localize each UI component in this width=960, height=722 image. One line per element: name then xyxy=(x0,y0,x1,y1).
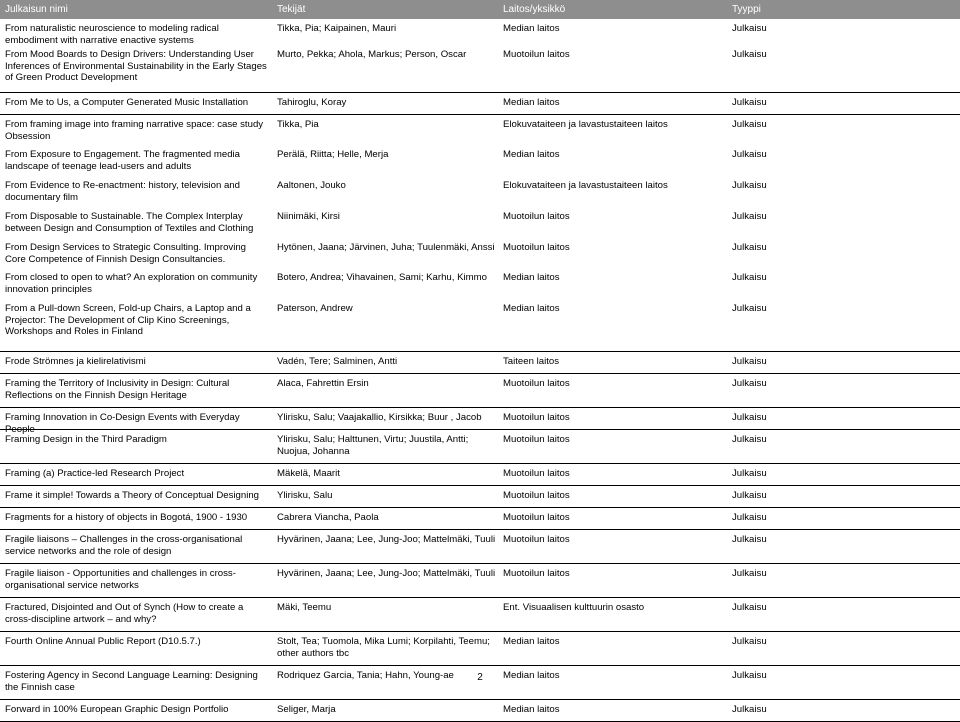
table-row xyxy=(0,702,960,718)
row-group xyxy=(0,598,960,632)
cell-type: Julkaisu xyxy=(732,704,767,715)
cell-authors: Rodriquez Garcia, Tania; Hahn, Young-ae xyxy=(277,670,454,681)
table-row xyxy=(0,600,960,628)
table-row xyxy=(0,209,960,240)
cell-authors: Hytönen, Jaana; Järvinen, Juha; Tuulenmäki, Anssi xyxy=(277,242,495,253)
cell-type: Julkaisu xyxy=(732,119,767,130)
table-row xyxy=(0,117,960,147)
cell-type: Julkaisu xyxy=(732,490,767,501)
cell-type: Julkaisu xyxy=(732,670,767,681)
cell-authors: Vadén, Tere; Salminen, Antti xyxy=(277,356,398,367)
cell-authors: Ylirisku, Salu; Vaajakallio, Kirsikka; Buur , Jacob xyxy=(277,412,482,423)
cell-type: Julkaisu xyxy=(732,378,767,389)
cell-authors: Hyvärinen, Jaana; Lee, Jung-Joo; Mattelmäki, Tuuli xyxy=(277,534,496,545)
table-row xyxy=(0,466,960,482)
table-row xyxy=(0,301,960,348)
cell-authors: Tikka, Pia xyxy=(277,119,319,130)
cell-unit: Elokuvataiteen ja lavastustaiteen laitos xyxy=(503,180,668,191)
table-row xyxy=(0,510,960,526)
cell-unit: Median laitos xyxy=(503,303,560,314)
row-group xyxy=(0,408,960,435)
cell-type: Julkaisu xyxy=(732,512,767,523)
header-type: Tyyppi xyxy=(732,4,761,15)
cell-unit: Muotoilun laitos xyxy=(503,378,570,389)
cell-title: Forward in 100% European Graphic Design Portfolio xyxy=(5,704,229,715)
cell-title: Fragile liaison - Opportunities and challenges in cross-organisational service networks xyxy=(5,568,236,591)
cell-authors: Niinimäki, Kirsi xyxy=(277,211,340,222)
cell-title: From Design Services to Strategic Consulting. Improving Core Competence of Finnish Design Consultancies. xyxy=(5,242,247,265)
table-row xyxy=(0,410,960,435)
cell-unit: Ent. Visuaalisen kulttuurin osasto xyxy=(503,602,645,613)
cell-authors: Botero, Andrea; Vihavainen, Sami; Karhu, Kimmo xyxy=(277,272,487,283)
cell-title: Fragments for a history of objects in Bogotá, 1900 - 1930 xyxy=(5,512,248,523)
cell-unit: Median laitos xyxy=(503,149,560,160)
cell-type: Julkaisu xyxy=(732,97,767,108)
cell-authors: Aaltonen, Jouko xyxy=(277,180,346,191)
cell-unit: Median laitos xyxy=(503,704,560,715)
cell-type: Julkaisu xyxy=(732,272,767,283)
table-row xyxy=(0,376,960,404)
cell-title: Frame it simple! Towards a Theory of Conceptual Designing xyxy=(5,490,259,501)
cell-title: From Mood Boards to Design Drivers: Understanding User Inferences of Environmental Sustainability in the Early Stages of Green Product Development xyxy=(5,49,267,83)
cell-title: From a Pull-down Screen, Fold-up Chairs, a Laptop and a Projector: The Development of Clip Kino Screenings, Workshops and Roles in Finland xyxy=(5,303,251,337)
row-group xyxy=(0,530,960,564)
header-authors: Tekijät xyxy=(277,4,306,15)
cell-authors: Tahiroglu, Koray xyxy=(277,97,347,108)
header-unit: Laitos/yksikkö xyxy=(503,4,566,15)
table-row xyxy=(0,95,960,111)
cell-title: Fostering Agency in Second Language Learning: Designing the Finnish case xyxy=(5,670,258,693)
cell-unit: Muotoilun laitos xyxy=(503,211,570,222)
table-row xyxy=(0,147,960,178)
row-group xyxy=(0,632,960,666)
cell-type: Julkaisu xyxy=(732,602,767,613)
row-group xyxy=(0,115,960,352)
cell-authors: Alaca, Fahrettin Ersin xyxy=(277,378,369,389)
cell-title: From closed to open to what? An exploration on community innovation principles xyxy=(5,272,258,295)
table-row xyxy=(0,21,960,47)
cell-authors: Ylirisku, Salu; Halttunen, Virtu; Juustila, Antti; Nuojua, Johanna xyxy=(277,434,469,457)
cell-unit: Elokuvataiteen ja lavastustaiteen laitos xyxy=(503,119,668,130)
cell-type: Julkaisu xyxy=(732,242,767,253)
row-group xyxy=(0,464,960,486)
cell-type: Julkaisu xyxy=(732,636,767,647)
header-title: Julkaisun nimi xyxy=(5,4,68,15)
cell-title: From Exposure to Engagement. The fragmented media landscape of teenage lead-users and adults xyxy=(5,149,240,172)
cell-title: Fourth Online Annual Public Report (D10.5.7.) xyxy=(5,636,201,647)
cell-unit: Median laitos xyxy=(503,670,560,681)
cell-unit: Muotoilun laitos xyxy=(503,534,570,545)
cell-type: Julkaisu xyxy=(732,211,767,222)
table-row xyxy=(0,240,960,270)
cell-title: Frode Strömnes ja kielirelativismi xyxy=(5,356,146,367)
table-row xyxy=(0,432,960,460)
table-row xyxy=(0,47,960,89)
cell-title: From Evidence to Re-enactment: history, television and documentary film xyxy=(5,180,240,203)
table-header xyxy=(0,0,960,19)
cell-type: Julkaisu xyxy=(732,534,767,545)
cell-unit: Muotoilun laitos xyxy=(503,434,570,445)
cell-authors: Hyvärinen, Jaana; Lee, Jung-Joo; Mattelmäki, Tuuli xyxy=(277,568,496,579)
cell-title: From naturalistic neuroscience to modeling radical embodiment with narrative enactive systems xyxy=(5,23,219,46)
table-row xyxy=(0,488,960,504)
cell-authors: Paterson, Andrew xyxy=(277,303,353,314)
cell-unit: Taiteen laitos xyxy=(503,356,559,367)
cell-unit: Median laitos xyxy=(503,97,560,108)
cell-unit: Muotoilun laitos xyxy=(503,568,570,579)
cell-unit: Median laitos xyxy=(503,23,560,34)
cell-authors: Perälä, Riitta; Helle, Merja xyxy=(277,149,389,160)
cell-title: From Disposable to Sustainable. The Complex Interplay between Design and Consumption of Textiles and Clothing xyxy=(5,211,254,234)
cell-type: Julkaisu xyxy=(732,356,767,367)
cell-title: Framing Innovation in Co-Design Events with Everyday People xyxy=(5,412,240,435)
cell-authors: Murto, Pekka; Ahola, Markus; Person, Oscar xyxy=(277,49,467,60)
cell-unit: Median laitos xyxy=(503,272,560,283)
cell-title: Fragile liaisons – Challenges in the cross-organisational service networks and the role of design xyxy=(5,534,243,557)
cell-type: Julkaisu xyxy=(732,149,767,160)
cell-authors: Ylirisku, Salu xyxy=(277,490,333,501)
cell-authors: Mäkelä, Maarit xyxy=(277,468,340,479)
table-row xyxy=(0,566,960,594)
page-number: 2 xyxy=(477,672,483,683)
cell-type: Julkaisu xyxy=(732,180,767,191)
cell-authors: Tikka, Pia; Kaipainen, Mauri xyxy=(277,23,397,34)
cell-type: Julkaisu xyxy=(732,23,767,34)
cell-type: Julkaisu xyxy=(732,568,767,579)
table-row xyxy=(0,178,960,209)
row-group xyxy=(0,19,960,93)
cell-type: Julkaisu xyxy=(732,49,767,60)
cell-type: Julkaisu xyxy=(732,468,767,479)
table-row xyxy=(0,354,960,370)
cell-unit: Muotoilun laitos xyxy=(503,242,570,253)
cell-unit: Muotoilun laitos xyxy=(503,512,570,523)
table-row xyxy=(0,634,960,662)
table-row xyxy=(0,532,960,560)
cell-title: From framing image into framing narrative space: case study Obsession xyxy=(5,119,264,142)
cell-title: Fractured, Disjointed and Out of Synch (How to create a cross-discipline artwork – and why? xyxy=(5,602,244,625)
table-row xyxy=(0,270,960,301)
cell-title: Framing the Territory of Inclusivity in Design: Cultural Reflections on the Finnish Design Heritage xyxy=(5,378,230,401)
row-group xyxy=(0,352,960,374)
publication-table xyxy=(0,19,960,722)
cell-type: Julkaisu xyxy=(732,434,767,445)
row-group xyxy=(0,93,960,115)
cell-authors: Mäki, Teemu xyxy=(277,602,332,613)
row-group xyxy=(0,374,960,408)
cell-unit: Muotoilun laitos xyxy=(503,468,570,479)
cell-unit: Muotoilun laitos xyxy=(503,49,570,60)
row-group xyxy=(0,508,960,530)
cell-type: Julkaisu xyxy=(732,303,767,314)
cell-authors: Seliger, Marja xyxy=(277,704,336,715)
row-group xyxy=(0,486,960,508)
cell-authors: Cabrera Viancha, Paola xyxy=(277,512,379,523)
row-group xyxy=(0,564,960,598)
cell-type: Julkaisu xyxy=(732,412,767,423)
row-group xyxy=(0,430,960,464)
cell-authors: Stolt, Tea; Tuomola, Mika Lumi; Korpilahti, Teemu; other authors tbc xyxy=(277,636,490,659)
cell-unit: Median laitos xyxy=(503,636,560,647)
cell-unit: Muotoilun laitos xyxy=(503,412,570,423)
cell-title: Framing (a) Practice-led Research Project xyxy=(5,468,185,479)
row-group xyxy=(0,700,960,722)
cell-title: Framing Design in the Third Paradigm xyxy=(5,434,167,445)
cell-title: From Me to Us, a Computer Generated Music Installation xyxy=(5,97,249,108)
cell-unit: Muotoilun laitos xyxy=(503,490,570,501)
